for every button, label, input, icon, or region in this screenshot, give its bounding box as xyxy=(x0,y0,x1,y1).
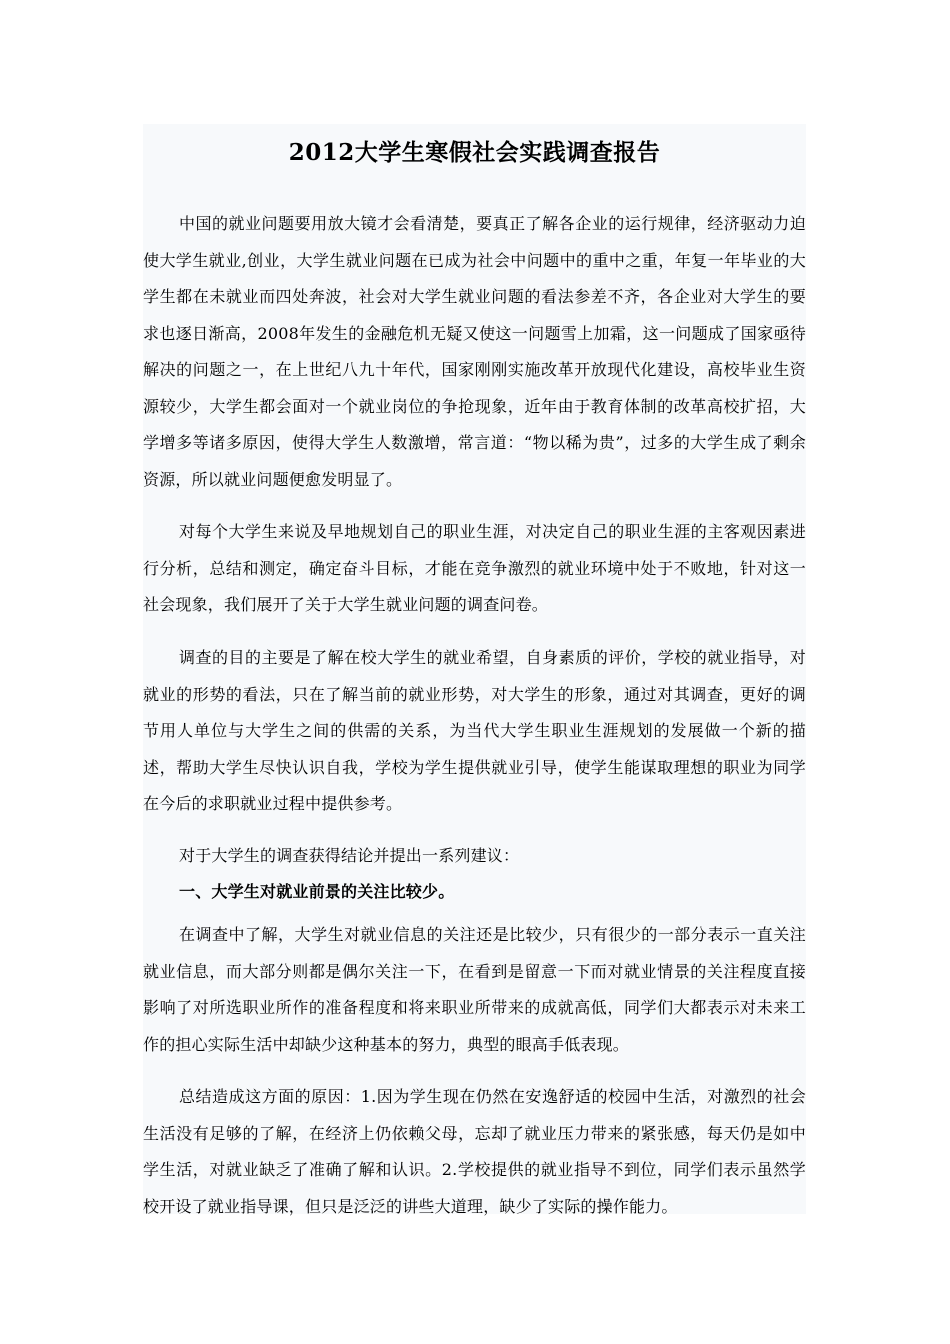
document-title: 2012大学生寒假社会实践调查报告 xyxy=(288,139,661,166)
section-1-paragraph-1: 在调查中了解，大学生对就业信息的关注还是比较少，只有很少的一部分表示一直关注就业信息，而大部分则都是偶尔关注一下，在看到是留意一下而对就业情景的关注程度直接影响了对所选职业所作的准备程度和将来职业所带来的成就高低，同学们大都表示对未来工作的担心实际生活中却缺少这种基本的努力，典型的眼高手低表现。 xyxy=(143,925,806,1054)
survey-purpose-paragraph: 调查的目的主要是了解在校大学生的就业希望，自身素质的评价，学校的就业指导，对就业的形势的看法，只在了解当前的就业形势，对大学生的形象，通过对其调查，更好的调节用人单位与大学生之间的供需的关系，为当代大学生职业生涯规划的发展做一个新的描述，帮助大学生尽快认识自我，学校为学生提供就业引导，使学生能谋取理想的职业为同学在今后的求职就业过程中提供参考。 xyxy=(143,648,806,813)
intro-paragraph: 中国的就业问题要用放大镜才会看清楚，要真正了解各企业的运行规律，经济驱动力迫使大学生就业,创业，大学生就业问题在已成为社会中问题中的重中之重，年复一年毕业的大学生都在未就业而四处奔波，社会对大学生就业问题的看法参差不齐，各企业对大学生的要求也逐日渐高，2008年发生的金融危机无疑又使这一问题雪上加霜，这一问题成了国家亟待解决的问题之一，在上世纪八九十年代，国家刚刚实施改革开放现代化建设，高校毕业生资源较少，大学生都会面对一个就业岗位的争抢现象，近年由于教育体制的改革高校扩招，大学增多等诸多原因，使得大学生人数激增，常言道：“物以稀为贵”，过多的大学生成了剩余资源，所以就业问题便愈发明显了。 xyxy=(143,214,806,489)
section-1-paragraph-2: 总结造成这方面的原因：1.因为学生现在仍然在安逸舒适的校园中生活，对激烈的社会生活没有足够的了解，在经济上仍依赖父母，忘却了就业压力带来的紧张感，每天仍是如中学生活，对就业缺乏了准确了解和认识。2.学校提供的就业指导不到位，同学们表示虽然学校开设了就业指导课，但只是泛泛的讲些大道理，缺少了实际的操作能力。 xyxy=(143,1087,806,1216)
section-heading-1: 一、大学生对就业前景的关注比较少。 xyxy=(179,882,455,901)
conclusion-lead-paragraph: 对于大学生的调查获得结论并提出一系列建议： xyxy=(179,846,520,865)
career-planning-paragraph: 对每个大学生来说及早地规划自己的职业生涯，对决定自己的职业生涯的主客观因素进行分析，总结和测定，确定奋斗目标，才能在竞争激烈的就业环境中处于不败地，针对这一社会现象，我们展开了关于大学生就业问题的调查问卷。 xyxy=(143,522,806,614)
